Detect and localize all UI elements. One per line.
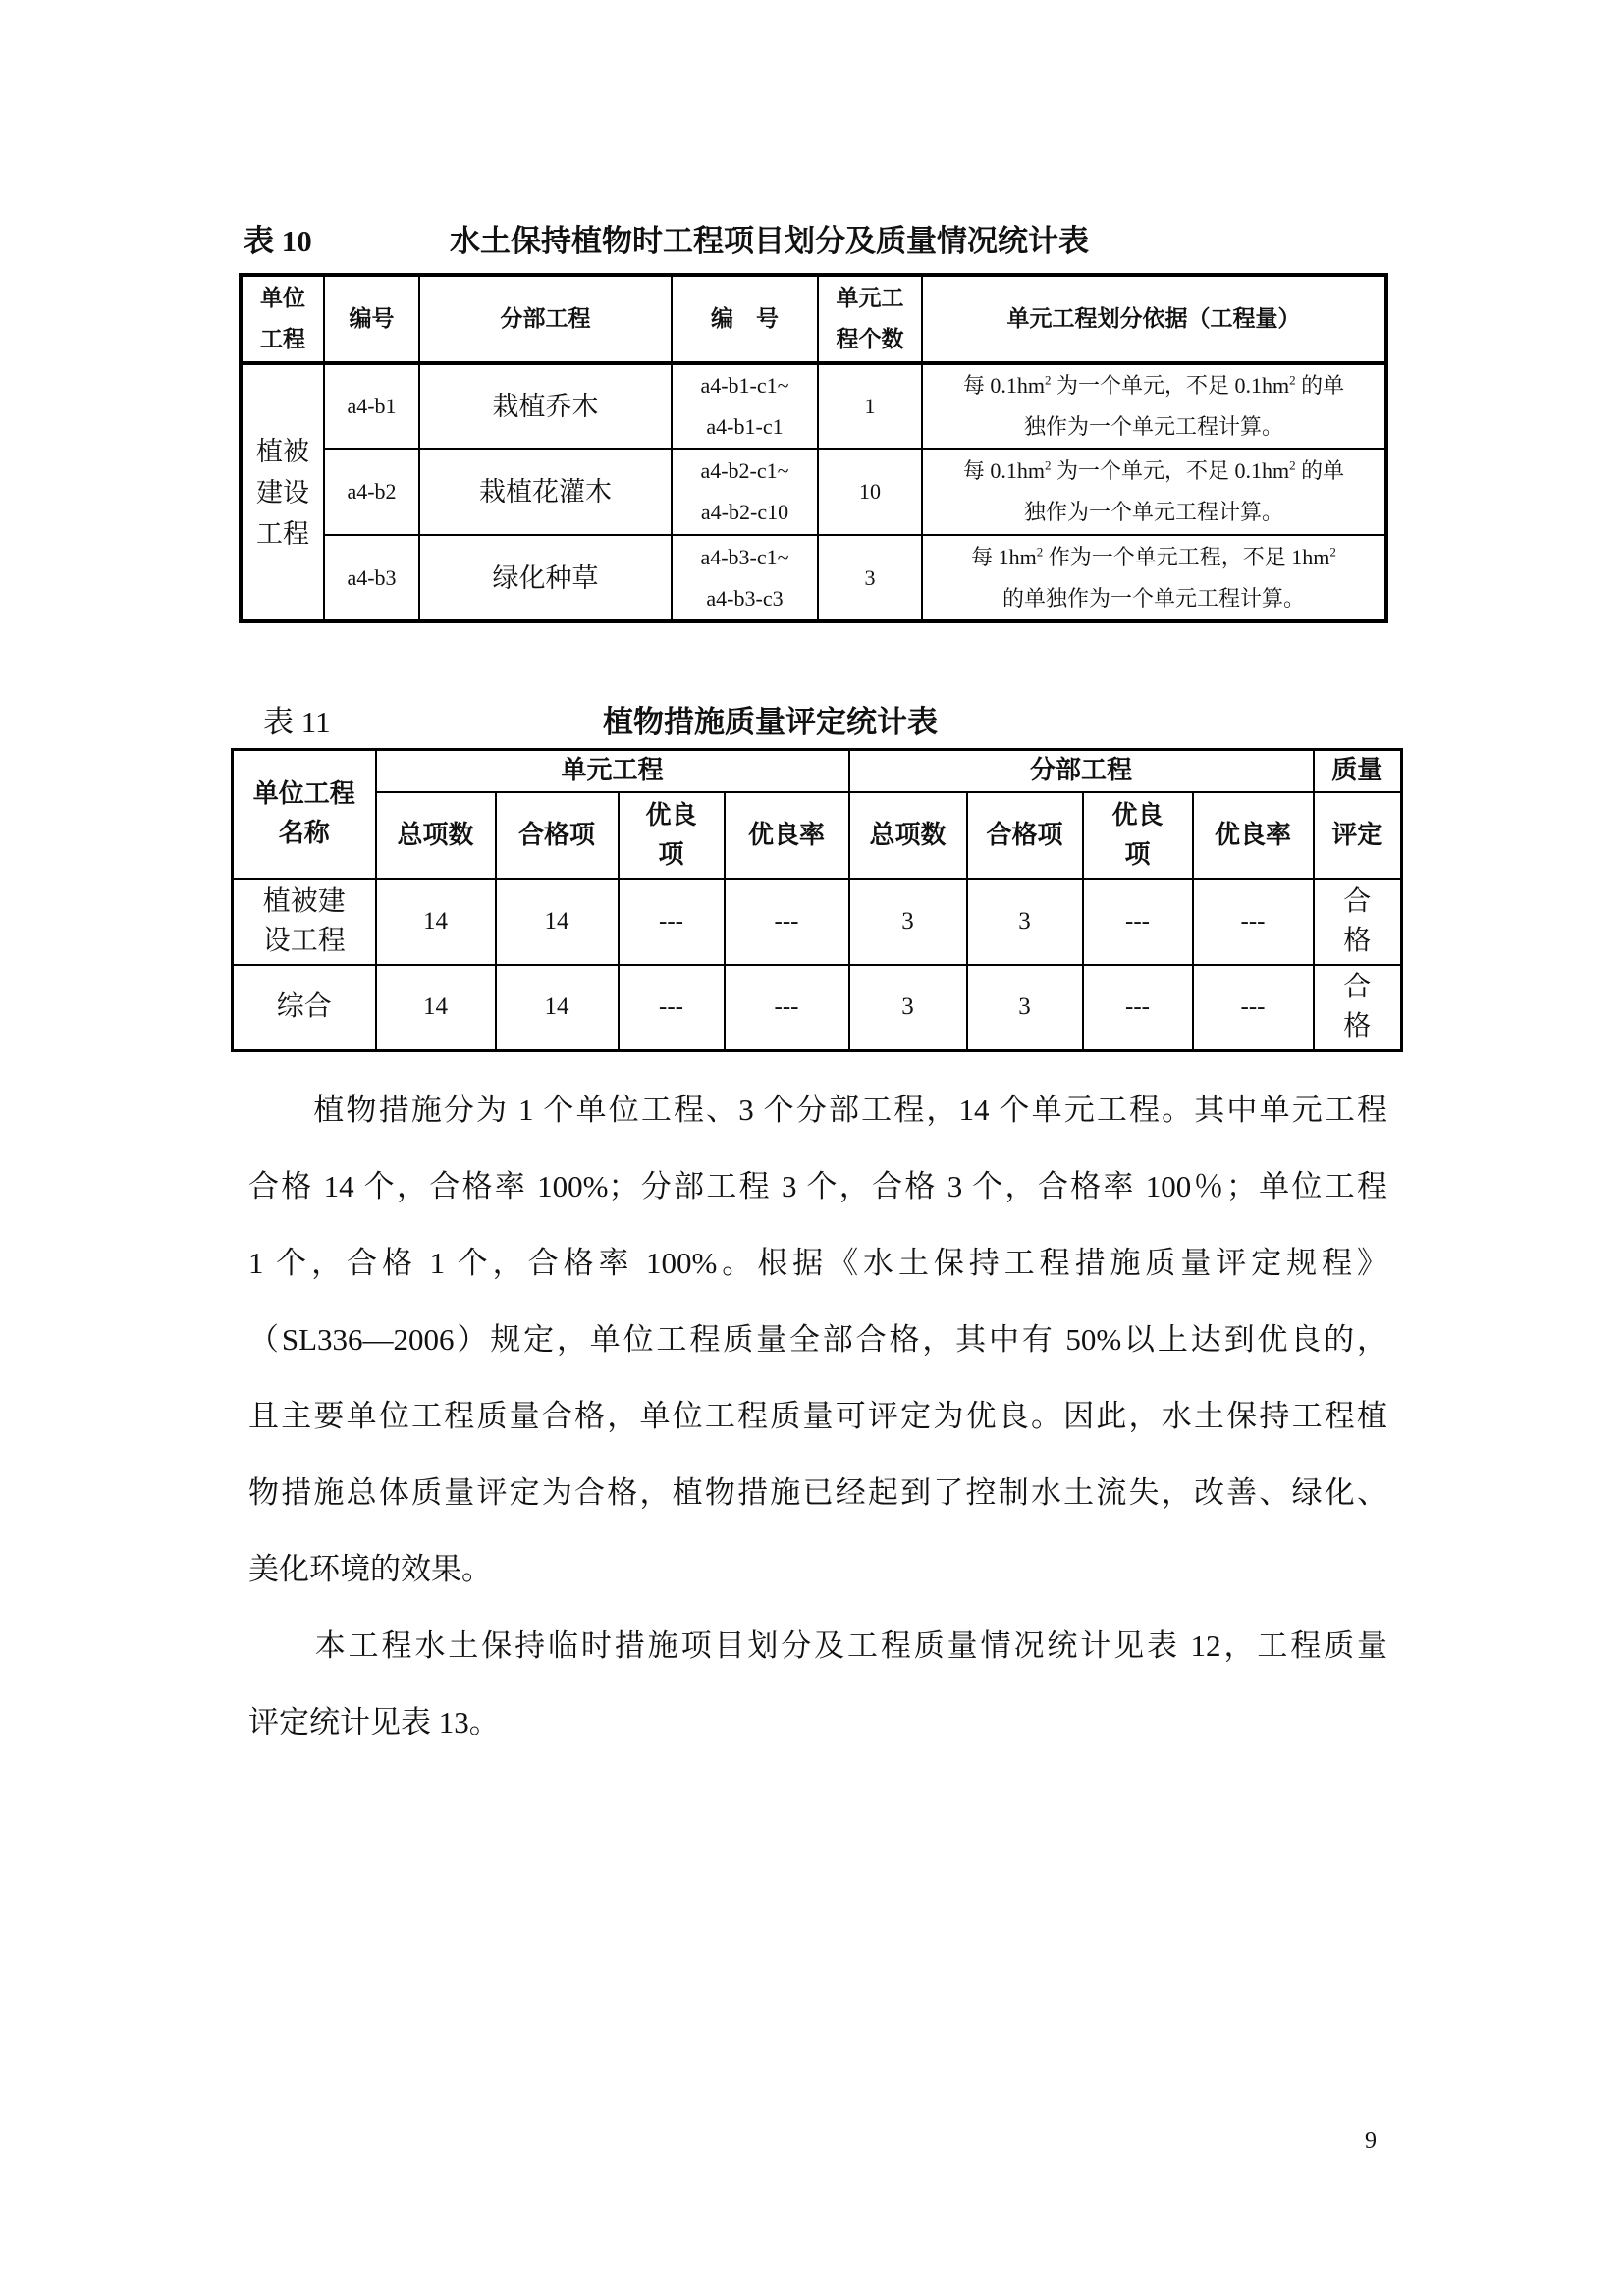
paragraph-reference (248, 1608, 1387, 1761)
header-cell: 分部工程 (419, 275, 672, 363)
value-cell: --- (725, 965, 849, 1051)
value-cell: --- (1193, 879, 1314, 965)
table10 (239, 273, 1388, 623)
range-cell: a4-b1-c1~ a4-b1-c1 (672, 363, 818, 449)
count-cell: 1 (818, 363, 922, 449)
header-cell: 总项数 (849, 792, 967, 879)
table-row (241, 363, 1386, 449)
paragraph-summary (248, 1072, 1387, 1608)
range-cell: a4-b2-c1~ a4-b2-c10 (672, 449, 818, 535)
table-row (233, 879, 1402, 965)
header-cell: 单元工程划分依据（工程量） (922, 275, 1386, 363)
table11 (231, 748, 1403, 1052)
table10-header-row (241, 275, 1386, 363)
value-cell: 14 (376, 965, 496, 1051)
table10-label: 表 10 (244, 224, 312, 258)
value-cell: --- (619, 879, 725, 965)
basis-cell: 每 $1hm^2$ 作为一个单元工程，不足 $1hm^2$ 的单独作为一个单元工程计算。 (922, 535, 1386, 621)
rating-cell: 合 格 (1314, 879, 1402, 965)
value-cell: 14 (376, 879, 496, 965)
value-cell: 3 (967, 965, 1083, 1051)
header-cell: 编号 (324, 275, 419, 363)
table11-group-header-row (233, 750, 1402, 792)
header-unit-name: 单位工程 名称 (233, 750, 376, 879)
text-line: 评定统计见表 13。 (248, 1705, 500, 1739)
row-name-cell: 综合 (233, 965, 376, 1051)
value-cell: --- (1083, 965, 1193, 1051)
table-row (241, 449, 1386, 535)
header-cell: 优良率 (725, 792, 849, 879)
rating-cell: 合 格 (1314, 965, 1402, 1051)
text-line: 且主要单位工程质量合格，单位工程质量可评定为优良。因此，水土保持工程植 (248, 1399, 1387, 1433)
header-quality-top: 质量 (1314, 750, 1402, 792)
value-cell: 14 (496, 879, 619, 965)
row-name-cell: 植被建 设工程 (233, 879, 376, 965)
table-row (233, 965, 1402, 1051)
subproject-cell: 绿化种草 (419, 535, 672, 621)
value-cell: 3 (849, 965, 967, 1051)
header-cell: 总项数 (376, 792, 496, 879)
value-cell: 14 (496, 965, 619, 1051)
header-cell: 单位 工程 (241, 275, 324, 363)
text-line: 本工程水土保持临时措施项目划分及工程质量情况统计见表 12，工程质量 (248, 1629, 1387, 1663)
count-cell: 3 (818, 535, 922, 621)
unit-project-cell: 植被 建设 工程 (241, 363, 324, 621)
table11-label: 表 11 (263, 705, 331, 739)
text-line: 物措施总体质量评定为合格，植物措施已经起到了控制水土流失，改善、绿化、 (248, 1475, 1387, 1510)
value-cell: --- (1083, 879, 1193, 965)
code-cell: a4-b2 (324, 449, 419, 535)
value-cell: --- (725, 879, 849, 965)
page-number: 9 (1365, 2128, 1377, 2154)
text-line: 美化环境的效果。 (248, 1552, 492, 1586)
table11-title: 植物措施质量评定统计表 (603, 705, 938, 739)
header-cell: 合格项 (967, 792, 1083, 879)
header-group-part: 分部工程 (849, 750, 1314, 792)
text-line: 植物措施分为 1 个单位工程、3 个分部工程，14 个单元工程。其中单元工程 (248, 1093, 1387, 1127)
header-cell: 合格项 (496, 792, 619, 879)
header-cell: 单元工 程个数 (818, 275, 922, 363)
subproject-cell: 栽植花灌木 (419, 449, 672, 535)
code-cell: a4-b3 (324, 535, 419, 621)
table-row (241, 535, 1386, 621)
table11-sub-header-row (233, 792, 1402, 879)
header-quality-bottom: 评定 (1314, 792, 1402, 879)
header-cell: 优良率 (1193, 792, 1314, 879)
basis-cell: 每 $0.1hm^2$ 为一个单元，不足 $0.1hm^2$ 的单 独作为一个单元工程计算。 (922, 449, 1386, 535)
value-cell: 3 (849, 879, 967, 965)
header-group-unit: 单元工程 (376, 750, 849, 792)
range-cell: a4-b3-c1~ a4-b3-c3 (672, 535, 818, 621)
text-line: （SL336—2006）规定，单位工程质量全部合格，其中有 50%以上达到优良的， (248, 1322, 1387, 1357)
value-cell: --- (1193, 965, 1314, 1051)
count-cell: 10 (818, 449, 922, 535)
value-cell: 3 (967, 879, 1083, 965)
header-cell: 优良 项 (1083, 792, 1193, 879)
table10-title: 水土保持植物时工程项目划分及质量情况统计表 (450, 224, 1089, 258)
code-cell: a4-b1 (324, 363, 419, 449)
value-cell: --- (619, 965, 725, 1051)
subproject-cell: 栽植乔木 (419, 363, 672, 449)
header-cell: 优良 项 (619, 792, 725, 879)
text-line: 1 个，合格 1 个，合格率 100%。根据《水土保持工程措施质量评定规程》 (248, 1246, 1387, 1280)
header-cell: 编 号 (672, 275, 818, 363)
text-line: 合格 14 个，合格率 100%；分部工程 3 个，合格 3 个，合格率 100％；单位工程 (248, 1169, 1387, 1203)
basis-cell: 每 $0.1hm^2$ 为一个单元，不足 $0.1hm^2$ 的单 独作为一个单元工程计算。 (922, 363, 1386, 449)
